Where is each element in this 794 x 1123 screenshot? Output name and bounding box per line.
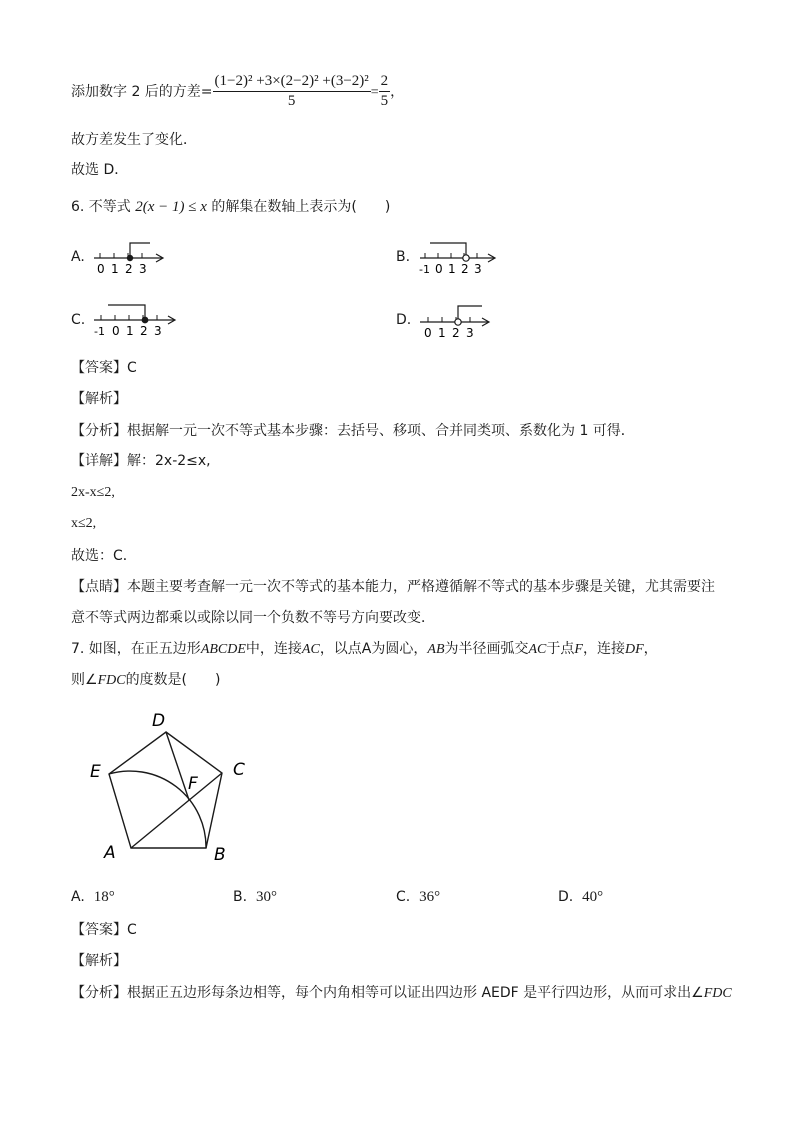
q6-option-c-label[interactable]: C. (71, 312, 86, 328)
q6-option-d-label[interactable]: D. (396, 312, 412, 328)
solution-bracket (430, 243, 466, 258)
tick-label: 2 (461, 262, 469, 276)
q6-prefix: 6. 不等式 (71, 199, 131, 215)
q7-stem-line2 (71, 670, 221, 691)
q6-dianjing-line2: 意不等式两边都乘以或除以同一个负数不等号方向要改变． (71, 610, 435, 626)
vertex-a-label: A (104, 843, 116, 863)
pentagon-outline (109, 732, 222, 848)
option-value: 40° (582, 889, 604, 905)
q7-segment-ab: AB (427, 642, 445, 657)
variance-fraction (213, 73, 371, 110)
q6-option-b-numberline[interactable] (418, 240, 502, 276)
tick-label: 3 (154, 324, 162, 338)
choose-d-text: 故选 D． (71, 162, 129, 178)
tick-label: 1 (111, 262, 119, 276)
q7-pentagon-figure (80, 705, 270, 870)
q7-answer: 【答案】C (71, 922, 137, 938)
q6-option-a-numberline[interactable] (92, 240, 172, 276)
vertex-e-label: E (90, 762, 101, 782)
solution-bracket (108, 305, 145, 320)
q7-analysis-tag: 【解析】 (71, 953, 127, 969)
solution-bracket (130, 243, 150, 258)
variance-result-den: 5 (380, 92, 389, 109)
variance-prefix: 添加数字 2 后的方差= (71, 84, 213, 100)
tick-label: 3 (466, 326, 474, 340)
vertex-d-label: D (152, 711, 166, 731)
q6-option-b-label[interactable]: B. (396, 249, 411, 265)
option-value: 36° (419, 889, 441, 905)
q6-answer: 【答案】C (71, 360, 137, 376)
segment-df (166, 732, 189, 800)
variance-denominator: 5 (287, 92, 296, 109)
tick-label: 2 (125, 262, 133, 276)
q7-text: ，连接 (582, 641, 625, 657)
q6-dianjing-line1: 【点睛】本题主要考查解一元一次不等式的基本能力，严格遵循解不等式的基本步骤是关键，尤其需要注 (71, 579, 715, 595)
q6-stem (71, 197, 390, 217)
option-label: B. (233, 889, 248, 905)
q7-angle-fdc: FDC (97, 673, 126, 688)
q7-text: 则∠ (71, 672, 98, 688)
open-dot (455, 319, 461, 325)
vertex-f-label: F (188, 774, 198, 794)
q6-analysis-tag: 【解析】 (71, 391, 127, 407)
tick-label: -1 (94, 325, 105, 338)
q7-option-c[interactable] (396, 889, 440, 906)
q7-stem-line1 (71, 639, 658, 660)
option-label: D. (558, 889, 574, 905)
q7-text: 7. 如图，在正五边形 (71, 641, 201, 657)
tick-label: 0 (435, 262, 443, 276)
tick-label: 0 (97, 262, 105, 276)
tick-label: 2 (452, 326, 460, 340)
solid-dot (142, 317, 149, 324)
vertex-c-label: C (233, 760, 245, 780)
q7-option-d[interactable] (558, 889, 603, 906)
variance-suffix: ， (390, 84, 405, 100)
option-value: 30° (255, 889, 277, 905)
q6-suffix: 的解集在数轴上表示为( ) (211, 199, 391, 215)
option-value: 18° (93, 889, 115, 905)
q7-text: 的度数是( ) (125, 672, 221, 688)
q6-choose: 故选：C． (71, 548, 137, 564)
q7-option-a[interactable] (71, 889, 115, 906)
q7-pentagon-name: ABCDE (200, 642, 246, 657)
variance-result-num: 2 (379, 73, 391, 92)
q6-inequality: 2(x − 1) ≤ x (135, 199, 207, 215)
variance-result (379, 73, 391, 110)
q7-text: ，以点A为圆心， (319, 641, 428, 657)
q6-step2: 2x-x≤2, (71, 485, 115, 500)
q7-fenxi-angle: FDC (703, 986, 732, 1001)
q7-text: ， (643, 641, 658, 657)
q6-option-a-label[interactable]: A. (71, 249, 85, 265)
q7-segment-ac: AC (528, 642, 547, 657)
tick-label: 1 (438, 326, 446, 340)
open-dot (463, 255, 469, 261)
variance-numerator: (1−2)² +3×(2−2)² +(3−2)² (213, 73, 371, 92)
q7-text: 为半径画弧交 (444, 641, 529, 657)
tick-label: 2 (140, 324, 148, 338)
q7-text: 中，连接 (245, 641, 302, 657)
q7-point-f: F (574, 642, 583, 657)
q7-fenxi (71, 983, 732, 1004)
q6-option-c-numberline[interactable] (92, 302, 182, 338)
vertex-b-label: B (214, 845, 226, 865)
q6-xiangjie: 【详解】解：2x-2≤x, (71, 453, 211, 469)
tick-label: 3 (139, 262, 147, 276)
tick-label: 1 (448, 262, 456, 276)
q6-fenxi: 【分析】根据解一元一次不等式基本步骤：去括号、移项、合并同类项、系数化为 1 可得． (71, 423, 635, 439)
q6-option-d-numberline[interactable] (418, 302, 498, 340)
q7-segment-ac: AC (301, 642, 320, 657)
q7-fenxi-text: 【分析】根据正五边形每条边相等，每个内角相等可以证出四边形 AEDF 是平行四边形，从而可求出∠ (71, 985, 704, 1001)
option-label: A. (71, 889, 85, 905)
tick-label: 0 (112, 324, 120, 338)
tick-label: 1 (126, 324, 134, 338)
solid-dot (127, 255, 133, 261)
tick-label: 3 (474, 262, 482, 276)
variance-equals: = (370, 85, 379, 100)
q7-text: 于点 (546, 641, 575, 657)
q6-step3: x≤2, (71, 516, 97, 531)
option-label: C. (396, 889, 411, 905)
tick-label: -1 (419, 263, 430, 276)
tick-label: 0 (424, 326, 432, 340)
q7-option-b[interactable] (233, 889, 277, 906)
q7-segment-df: DF (624, 642, 644, 657)
variance-changed-text: 故方差发生了变化． (71, 132, 197, 148)
variance-line (71, 72, 404, 113)
